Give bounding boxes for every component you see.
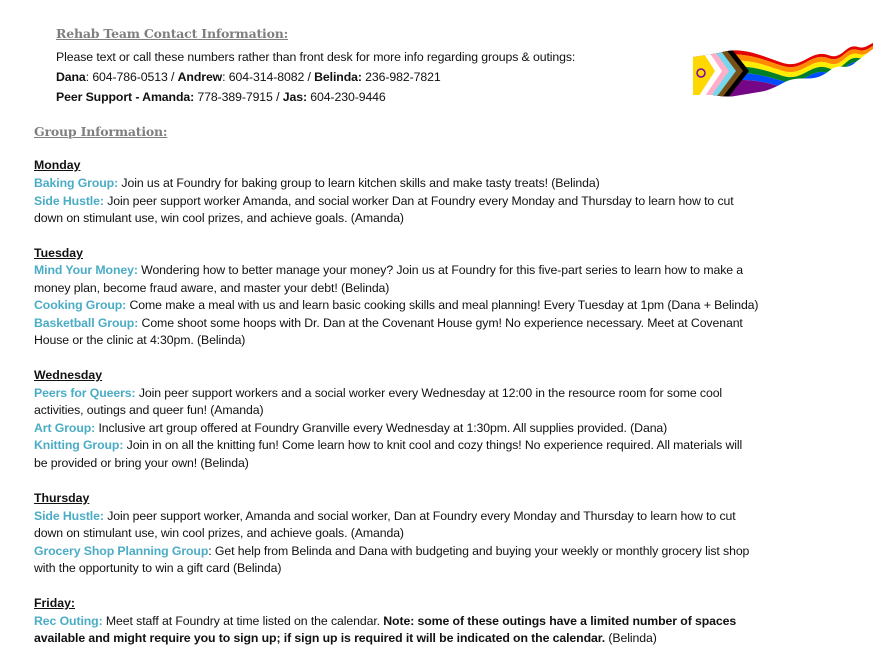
group-line: Side Hustle: Join peer support worker, Amanda and social worker, Dan at Foundry every Monday and Thursday to learn how to cut (34, 508, 736, 523)
contact-phone-andrew: 604-314-8082 / (225, 70, 315, 84)
contact-name-belinda: Belinda: (314, 70, 362, 84)
group-label-rec-outing: Rec Outing: (34, 613, 103, 628)
group-line: Knitting Group: Join in on all the knitting fun! Come learn how to knit cool and cozy things! No experience required. All materials will (34, 438, 743, 452)
group-label-grocery-shop: Grocery Shop Planning Group (34, 543, 209, 558)
contact-name-dana: Dana (56, 70, 86, 84)
group-line: House or the clinic at 4:30pm. (Belinda) (34, 333, 246, 347)
contact-name-andrew: Andrew (177, 70, 223, 84)
group-label-side-hustle: Side Hustle: (34, 508, 104, 523)
rec-outing-note: Note: some of these outings have a limited number of spaces (383, 613, 737, 628)
group-line: available and might require you to sign up; if sign up is required it will be indicated on the calendar. (Belinda) (34, 631, 657, 645)
group-line: down on stimulant use, win cool prizes, and achieve goals. (Amanda) (34, 211, 404, 225)
pride-flag-icon (693, 43, 873, 98)
group-label-basketball: Basketball Group: (34, 315, 139, 330)
group-label-mind-your-money: Mind Your Money: (34, 263, 138, 277)
group-line: Side Hustle: Join peer support worker Amanda, and social worker Dan at Foundry every Monday and Thursday to learn how to cut (34, 193, 734, 208)
group-label-peers-for-queers: Peers for Queers: (34, 385, 136, 400)
group-line: with the opportunity to win a gift card (Belinda) (34, 561, 282, 575)
day-heading-tuesday: Tuesday (34, 246, 83, 260)
contact-phone-amanda: 778-389-7915 / (194, 90, 283, 104)
day-heading-thursday: Thursday (34, 491, 90, 505)
group-line: Peers for Queers: Join peer support workers and a social worker every Wednesday at 12:00 in the resource room for some cool (34, 385, 723, 400)
group-label-side-hustle: Side Hustle: (34, 193, 104, 208)
contact-phone-jas: 604-230-9446 (306, 90, 386, 104)
group-label-baking: Baking Group: (34, 176, 119, 190)
group-line: Basketball Group: Come shoot some hoops with Dr. Dan at the Covenant House gym! No experience necessary. Meet at Covenant (34, 315, 743, 330)
day-heading-friday: Friday: (34, 596, 75, 610)
contact-name-amanda: Peer Support - Amanda: (56, 90, 195, 104)
group-info-heading: Group Information: (34, 124, 168, 139)
contact-line-peer-support (56, 89, 386, 107)
group-line: Grocery Shop Planning Group: Get help from Belinda and Dana with budgeting and buying your weekly or monthly grocery list shop (34, 543, 750, 558)
group-line: down on stimulant use, win cool prizes, and achieve goals. (Amanda) (34, 526, 404, 540)
group-line: activities, outings and queer fun! (Amanda) (34, 403, 264, 417)
group-line: Mind Your Money: Wondering how to better manage your money? Join us at Foundry for this five-part series to learn how to make a (34, 263, 744, 277)
group-line: Rec Outing: Meet staff at Foundry at time listed on the calendar. Note: some of these outings have a limited number of spaces (34, 613, 737, 628)
day-heading-monday: Monday (34, 158, 81, 172)
group-label-cooking: Cooking Group: (34, 298, 127, 312)
group-label-knitting: Knitting Group: (34, 438, 124, 452)
group-label-art: Art Group: (34, 420, 96, 435)
group-line: be provided or bring your own! (Belinda) (34, 455, 249, 470)
contact-heading: Rehab Team Contact Information: (56, 26, 289, 41)
contact-phone-dana: 604-786-0513 / (89, 70, 178, 84)
group-line: Cooking Group: Come make a meal with us and learn basic cooking skills and meal planning! Every Tuesday at 1pm (Dana + Belinda) (34, 298, 759, 312)
contact-name-jas: Jas: (282, 90, 307, 104)
group-line: money plan, become fraud aware, and master your debt! (Belinda) (34, 280, 390, 295)
group-line: Art Group: Inclusive art group offered at Foundry Granville every Wednesday at 1:30pm. All supplies provided. (Dana) (34, 420, 668, 435)
contact-intro: Please text or call these numbers rather than front desk for more info regarding groups & outings: (56, 50, 576, 64)
rec-outing-note-cont: available and might require you to sign up; if sign up is required it will be indicated on the calendar. (34, 631, 606, 645)
contact-line-staff: Dana: 604-786-0513 / Andrew: 604-314-8082 / Belinda: 236-982-7821 (56, 70, 441, 84)
group-line: Baking Group: Join us at Foundry for baking group to learn kitchen skills and make tasty treats! (Belinda) (34, 176, 600, 190)
day-heading-wednesday: Wednesday (34, 368, 103, 382)
contact-phone-belinda: 236-982-7821 (361, 70, 441, 84)
